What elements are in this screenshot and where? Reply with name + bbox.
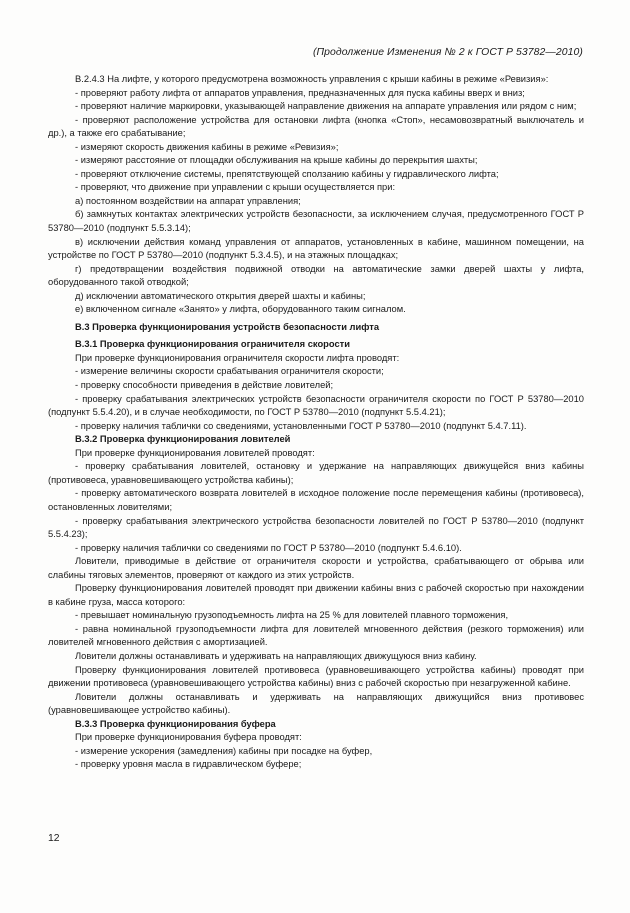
paragraph: Проверку функционирования ловителей противовеса (уравновешивающего устройства кабины) проводят при движении противовеса (уравновешивающего устройства кабины) вниз с рабочей скоростью при незагруженной кабине. <box>48 664 584 689</box>
running-head: (Продолжение Изменения № 2 к ГОСТ Р 53782—2010) <box>312 47 583 58</box>
paragraph: Ловители, приводимые в действие от ограничителя скорости и устройства, срабатывающего от обрыва или слабины тяговых элементов, проверяют от каждого из этих устройств. <box>48 556 584 580</box>
paragraph: д) исключении автоматического открытия дверей шахты и кабины; <box>75 290 366 301</box>
paragraph: - равна номинальной грузоподъемности лифта для ловителей мгновенного действия (резкого торможения) или ловителей мгновенного действия с амортизацией. <box>48 623 584 648</box>
paragraph: - проверяют работу лифта от аппаратов управления, предназначенных для пуска кабины вверх и вниз; <box>75 87 525 98</box>
paragraph: - проверку наличия таблички со сведениями, установленными ГОСТ Р 53780—2010 (подпункт 5.4.7.11). <box>75 420 527 431</box>
paragraph: При проверке функционирования ловителей проводят: <box>75 447 315 458</box>
paragraph: В.2.4.3 На лифте, у которого предусмотрена возможность управления с крыши кабины в режиме «Ревизия»: <box>75 74 549 84</box>
page-number: 12 <box>48 833 60 844</box>
section-heading: В.3 Проверка функционирования устройств безопасности лифта <box>75 321 380 332</box>
paragraph: - проверку срабатывания ловителей, остановку и удержание на направляющих движущейся вниз кабины (противовеса, уравновешивающего устройства кабины); <box>48 461 584 485</box>
paragraph: - проверяют, что движение при управлении с крыши осуществляется при: <box>75 182 396 193</box>
paragraph: - проверку срабатывания электрического устройства безопасности ловителей по ГОСТ Р 53780—2010 (подпункт 5.5.4.23); <box>48 515 584 540</box>
paragraph: а) постоянном воздействии на аппарат управления; <box>75 195 301 206</box>
paragraph: - превышает номинальную грузоподъемность лифта на 25 % для ловителей плавного торможения, <box>75 610 509 621</box>
paragraph: - измерение ускорения (замедления) кабины при посадке на буфер, <box>75 745 373 756</box>
paragraph: - измеряют расстояние от площадки обслуживания на крыше кабины до перекрытия шахты; <box>75 155 478 166</box>
paragraph: При проверке функционирования ограничителя скорости лифта проводят: <box>75 352 400 363</box>
paragraph: е) включенном сигнале «Занято» у лифта, оборудованного таким сигналом. <box>75 304 406 315</box>
paragraph: - проверку способности приведения в действие ловителей; <box>75 380 334 391</box>
section-heading: В.3.2 Проверка функционирования ловителей <box>75 434 291 445</box>
paragraph: б) замкнутых контактах электрических устройств безопасности, за исключением случая, предусмотренного ГОСТ Р 53780—2010 (подпункт 5.5.3.14); <box>48 209 584 234</box>
paragraph: - проверку автоматического возврата ловителей в исходное положение после перемещения кабины (противовеса), остановленных ловителями; <box>48 488 584 512</box>
paragraph: - измеряют скорость движения кабины в режиме «Ревизия»; <box>75 141 339 152</box>
body-text <box>48 73 584 772</box>
paragraph: - проверяют отключение системы, препятствующей сползанию кабины у гидравлического лифта; <box>75 168 499 179</box>
paragraph: Проверку функционирования ловителей проводят при движении кабины вниз с рабочей скоростью при нахождении в кабине груза, масса которого: <box>48 583 584 607</box>
paragraph: - проверку срабатывания электрических устройств безопасности ограничителя скорости по ГОСТ Р 53780—2010 (подпункт 5.5.4.20), и в случае необходимости, по ГОСТ Р 53780—2010 (подпункт 5.5.4.21); <box>48 393 584 418</box>
paragraph: Ловители должны останавливать и удерживать на направляющих движущуюся вниз кабину. <box>75 650 477 661</box>
paragraph: г) предотвращении воздействия подвижной отводки на автоматические замки дверей шахты у лифта, оборудованного такой отводкой; <box>48 263 584 288</box>
paragraph: - измерение величины скорости срабатывания ограничителя скорости; <box>75 366 384 377</box>
paragraph: - проверяют расположение устройства для остановки лифта (кнопка «Стоп», несамовозвратный выключатель и др.), а также его срабатывание; <box>48 114 584 139</box>
paragraph: - проверяют наличие маркировки, указывающей направление движения на аппарате управления или рядом с ним; <box>75 101 577 112</box>
paragraph: в) исключении действия команд управления от аппаратов, установленных в кабине, машинном помещении, на устройстве по ГОСТ Р 53780—2010 (подпункт 5.3.4.5), и на этажных площадках; <box>48 236 584 261</box>
paragraph: Ловители должны останавливать и удерживать на направляющих движущийся вниз противовес (уравновешивающее устройство кабины). <box>48 691 584 716</box>
paragraph: При проверке функционирования буфера проводят: <box>75 732 302 743</box>
section-heading: В.3.3 Проверка функционирования буфера <box>75 718 276 729</box>
section-heading: В.3.1 Проверка функционирования ограничителя скорости <box>75 339 350 350</box>
paragraph: - проверку наличия таблички со сведениями по ГОСТ Р 53780—2010 (подпункт 5.4.6.10). <box>75 542 462 553</box>
paragraph: - проверку уровня масла в гидравлическом буфере; <box>75 759 302 770</box>
